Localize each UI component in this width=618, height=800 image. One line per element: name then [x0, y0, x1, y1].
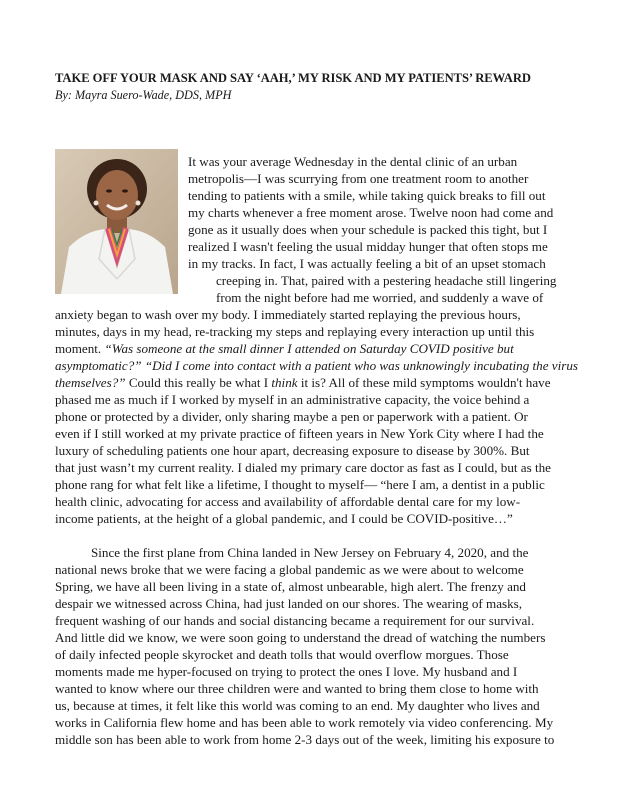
text-line: tending to patients with a smile, while taking quick breaks to fill out	[188, 188, 546, 203]
text-line: minutes, days in my head, re-tracking my steps and replaying every interaction up until this	[55, 324, 535, 339]
text-line: my charts whenever a free moment arose. Twelve noon had come and	[188, 205, 554, 220]
text-line: works in California flew home and has been able to work remotely via video conferencing. My	[55, 715, 554, 730]
text-line: luxury of scheduling patients one hour apart, decreasing exposure to disease by 300%. But	[55, 443, 530, 458]
text-line: phased me as much if I worked by myself in an administrative capacity, the voice behind a	[55, 392, 530, 407]
italic-quote: asymptomatic?” “Did I come into contact with a patient who was unknowingly incubating the virus	[55, 358, 578, 373]
text-line: Since the first plane from China landed in New Jersey on February 4, 2020, and the	[91, 545, 529, 560]
text-line: metropolis—I was scurrying from one treatment room to another	[188, 171, 529, 186]
text-line	[55, 357, 578, 374]
text-line: national news broke that we were facing a global pandemic as we were about to welcome	[55, 562, 524, 577]
text-line: It was your average Wednesday in the dental clinic of an urban	[188, 154, 518, 169]
text-line: us, because at times, it felt like this world was coming to an end. My daughter who lives and	[55, 698, 540, 713]
text-line: even if I still worked at my private practice of fifteen years in New York City where I had the	[55, 426, 544, 441]
text-line: income patients, at the height of a global pandemic, and I could be COVID-positive…”	[55, 511, 513, 526]
text-line: And little did we know, we were soon going to understand the dread of watching the numbers	[55, 630, 546, 645]
text-line: moments made me hyper-focused on trying to protect the ones I love. My husband and I	[55, 664, 518, 679]
text-line: Spring, we have all been living in a state of, almost unbearable, high alert. The frenzy and	[55, 579, 526, 594]
article-title: TAKE OFF YOUR MASK AND SAY ‘AAH,’ MY RISK AND MY PATIENTS’ REWARD	[55, 71, 531, 85]
text-line: from the night before had me worried, and suddenly a wave of	[216, 290, 544, 305]
text-line: wanted to know where our three children were and wanted to bring them close to home with	[55, 681, 539, 696]
text-line: health clinic, advocating for access and availability of affordable dental care for my low-	[55, 494, 521, 509]
text-line: frequent washing of our hands and social distancing became a requirement for our survival.	[55, 613, 535, 628]
italic-quote: themselves?”	[55, 375, 126, 390]
italic-emphasis: think	[271, 375, 298, 390]
text-line: phone or protected by a divider, only sharing maybe a pen or paperwork with a patient. Or	[55, 409, 528, 424]
text-line: despair we witnessed across China, had just landed on our shores. The wearing of masks,	[55, 596, 523, 611]
text-line: themselves?” Could this really be what I think it is? All of these mild symptoms wouldn't have	[55, 375, 551, 390]
author-photo	[55, 149, 178, 294]
text-line: middle son has been able to work from home 2-3 days out of the week, limiting his exposure to	[55, 732, 555, 747]
text-line: that just wasn’t my current reality. I dialed my primary care doctor as fast as I could, but as the	[55, 460, 551, 475]
text-line: creeping in. That, paired with a pestering headache still lingering	[216, 273, 557, 288]
text-line: moment. “Was someone at the small dinner I attended on Saturday COVID positive but	[55, 341, 514, 356]
text-line: of daily infected people skyrocket and death tolls that would overflow morgues. Those	[55, 647, 509, 662]
text-line: anxiety began to wash over my body. I immediately started replaying the previous hours,	[55, 307, 521, 322]
italic-quote: “Was someone at the small dinner I attended on Saturday COVID positive but	[104, 341, 514, 356]
article-byline: By: Mayra Suero-Wade, DDS, MPH	[55, 88, 232, 102]
text-line: phone rang for what felt like a lifetime, I thought to myself— “here I am, a dentist in a public	[55, 477, 545, 492]
text-line: in my tracks. In fact, I was actually feeling a bit of an upset stomach	[188, 256, 546, 271]
text-line: gone as it usually does when your schedule is packed this tight, but I	[188, 222, 548, 237]
text-line: realized I wasn't feeling the usual midday hunger that often stops me	[188, 239, 548, 254]
